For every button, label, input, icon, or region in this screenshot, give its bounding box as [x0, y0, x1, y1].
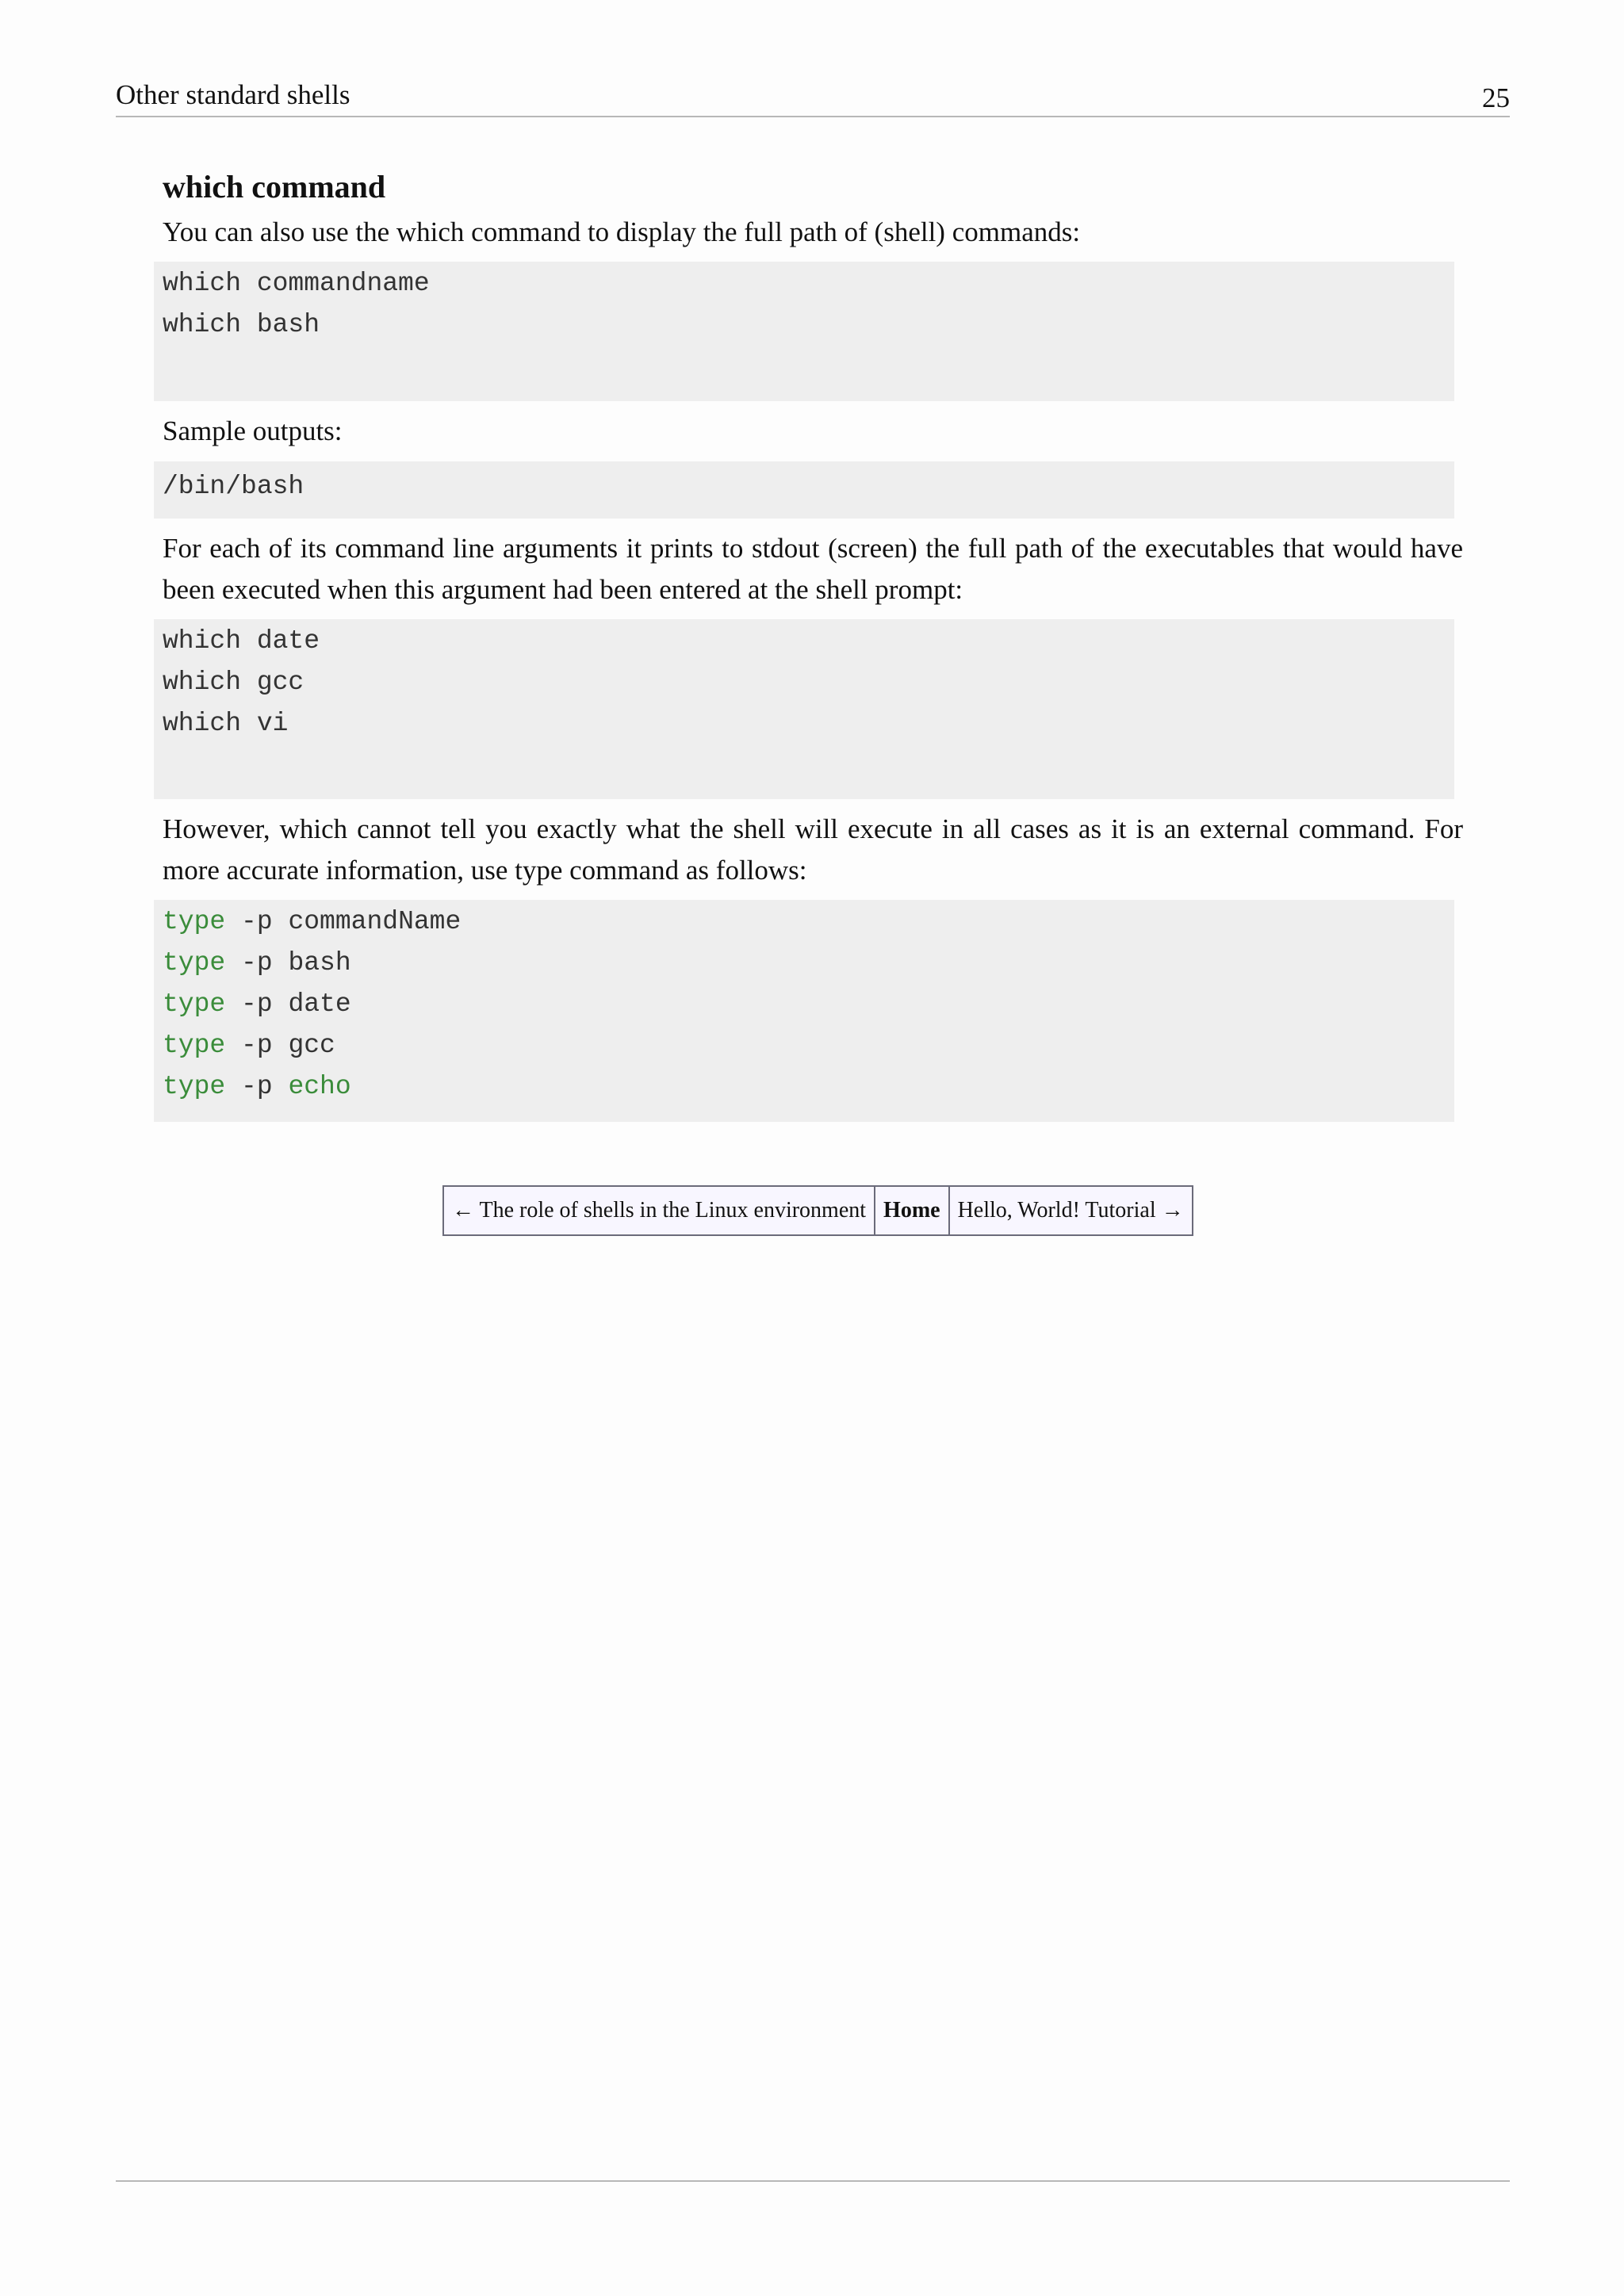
code-flag: -p — [241, 989, 273, 1019]
code-arg: echo — [288, 1072, 351, 1101]
code-line — [163, 984, 1446, 1025]
code-block-output — [154, 461, 1454, 519]
code-flag: -p — [241, 907, 273, 936]
code-block-type — [154, 900, 1454, 1122]
code-block-which-examples — [154, 619, 1454, 799]
prev-page-link[interactable]: ← The role of shells in the Linux environment — [444, 1187, 875, 1234]
sample-outputs-label: Sample outputs: — [163, 415, 343, 446]
type-paragraph: However, which cannot tell you exactly what the shell will execute in all cases as it is an external command. For more accurate information, use type command as follows: — [163, 813, 1463, 886]
code-flag: -p — [241, 948, 273, 978]
code-keyword: type — [163, 1072, 226, 1101]
code-line — [163, 1066, 1446, 1108]
code-flag: -p — [241, 1072, 273, 1101]
code-line — [163, 901, 1446, 943]
next-page-link[interactable]: Hello, World! Tutorial → — [957, 1198, 1184, 1223]
page-number: 25 — [1482, 82, 1510, 113]
footer-rule — [116, 2180, 1510, 2182]
code-line — [163, 1025, 1446, 1066]
code-keyword: type — [163, 907, 226, 936]
code-line: which vi — [163, 709, 289, 738]
code-keyword: type — [163, 948, 226, 978]
intro-paragraph: You can also use the which command to display the full path of (shell) commands: — [163, 216, 1081, 247]
code-line: which commandname — [163, 269, 430, 298]
code-line: which date — [163, 626, 320, 656]
page-navigation — [442, 1185, 1193, 1236]
code-block-which — [154, 262, 1454, 401]
code-arg: commandName — [288, 907, 462, 936]
code-line: which bash — [163, 310, 320, 339]
code-keyword: type — [163, 1031, 226, 1060]
code-line: /bin/bash — [163, 472, 304, 501]
page-header — [116, 73, 1510, 117]
code-arg: gcc — [288, 1031, 335, 1060]
code-keyword: type — [163, 989, 226, 1019]
description-paragraph: For each of its command line arguments it prints to stdout (screen) the full path of the executables that would have been executed when this argument had been entered at the shell prompt: — [163, 533, 1463, 605]
code-line — [163, 943, 1446, 984]
home-link[interactable]: Home — [875, 1187, 950, 1234]
running-title: Other standard shells — [116, 79, 350, 110]
code-arg: bash — [288, 948, 351, 978]
main-content — [163, 163, 1463, 1122]
code-flag: -p — [241, 1031, 273, 1060]
code-arg: date — [288, 989, 351, 1019]
section-title: which command — [163, 169, 386, 205]
code-line: which gcc — [163, 668, 304, 697]
